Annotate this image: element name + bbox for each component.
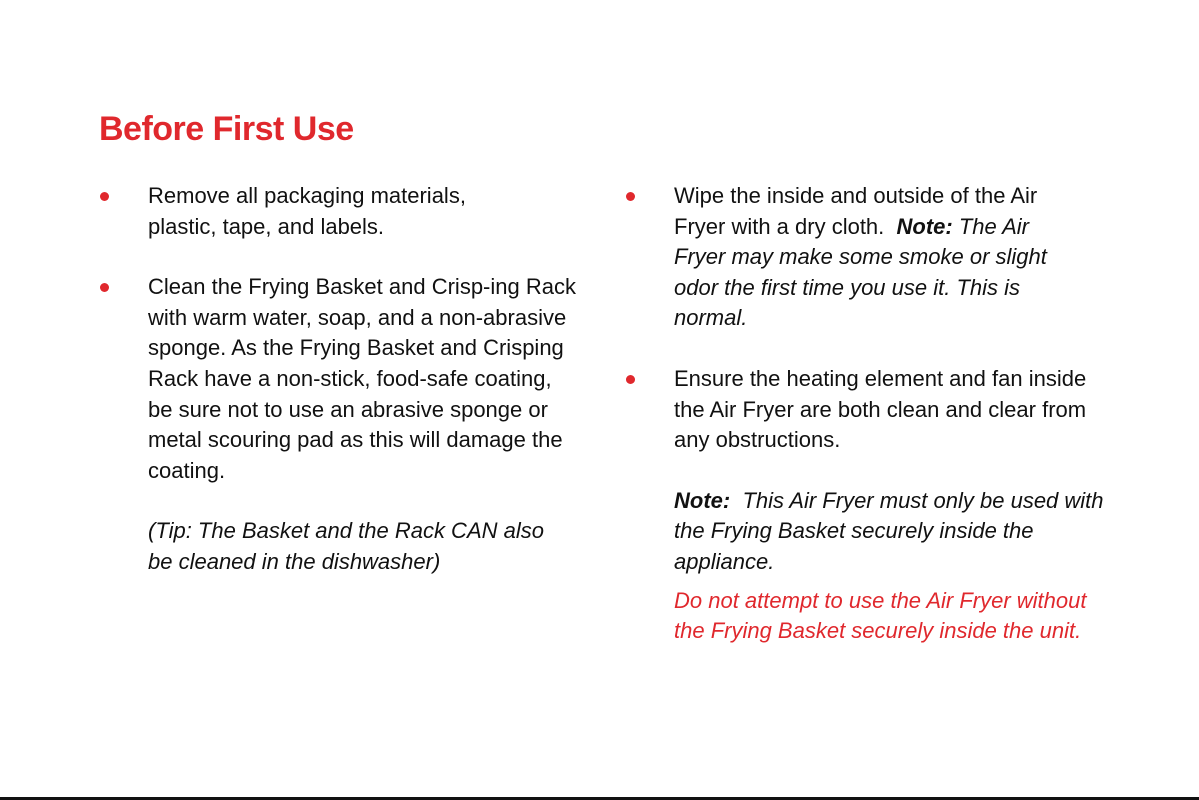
note-text: This Air Fryer must only be used with the Frying Basket securely inside the appliance. bbox=[674, 487, 1104, 574]
list-item bbox=[96, 272, 576, 577]
bullet-icon bbox=[626, 192, 635, 201]
bullet-text: Wipe the inside and outside of the Air Fryer with a dry cloth. bbox=[674, 183, 1038, 239]
list-item bbox=[622, 364, 1102, 647]
note-label: Note: bbox=[896, 213, 953, 239]
warning-text: Do not attempt to use the Air Fryer without the Frying Basket securely inside the unit. bbox=[674, 587, 1087, 644]
bullet-text: Ensure the heating element and fan inside the Air Fryer are both clean and clear from any obstructions. bbox=[674, 365, 1087, 453]
note-label: Note: bbox=[674, 487, 731, 513]
bullet-icon bbox=[626, 375, 635, 384]
tip-text: (Tip: The Basket and the Rack CAN also be cleaned in the dishwasher) bbox=[148, 518, 544, 574]
bullet-icon bbox=[100, 192, 109, 201]
bullet-text: Remove all packaging materials, plastic, tape, and labels. bbox=[148, 183, 466, 239]
list-item bbox=[622, 181, 1102, 334]
bullet-icon bbox=[100, 283, 109, 292]
left-column bbox=[96, 181, 576, 578]
page-title: Before First Use bbox=[99, 110, 354, 148]
note-text: The Air Fryer may make some smoke or slight odor the first time you use it. This is normal. bbox=[674, 213, 1047, 331]
right-column bbox=[622, 181, 1102, 647]
note-paragraph bbox=[674, 486, 1104, 578]
list-item bbox=[96, 181, 576, 242]
bullet-text: Clean the Frying Basket and Crisp-ing Rack with warm water, soap, and a non-abrasive sponge. As the Frying Basket and Crisping Rack have a non-stick, food-safe coating, be sure not to use an abrasive sponge or metal scouring pad as this will damage the coating. bbox=[148, 274, 576, 483]
